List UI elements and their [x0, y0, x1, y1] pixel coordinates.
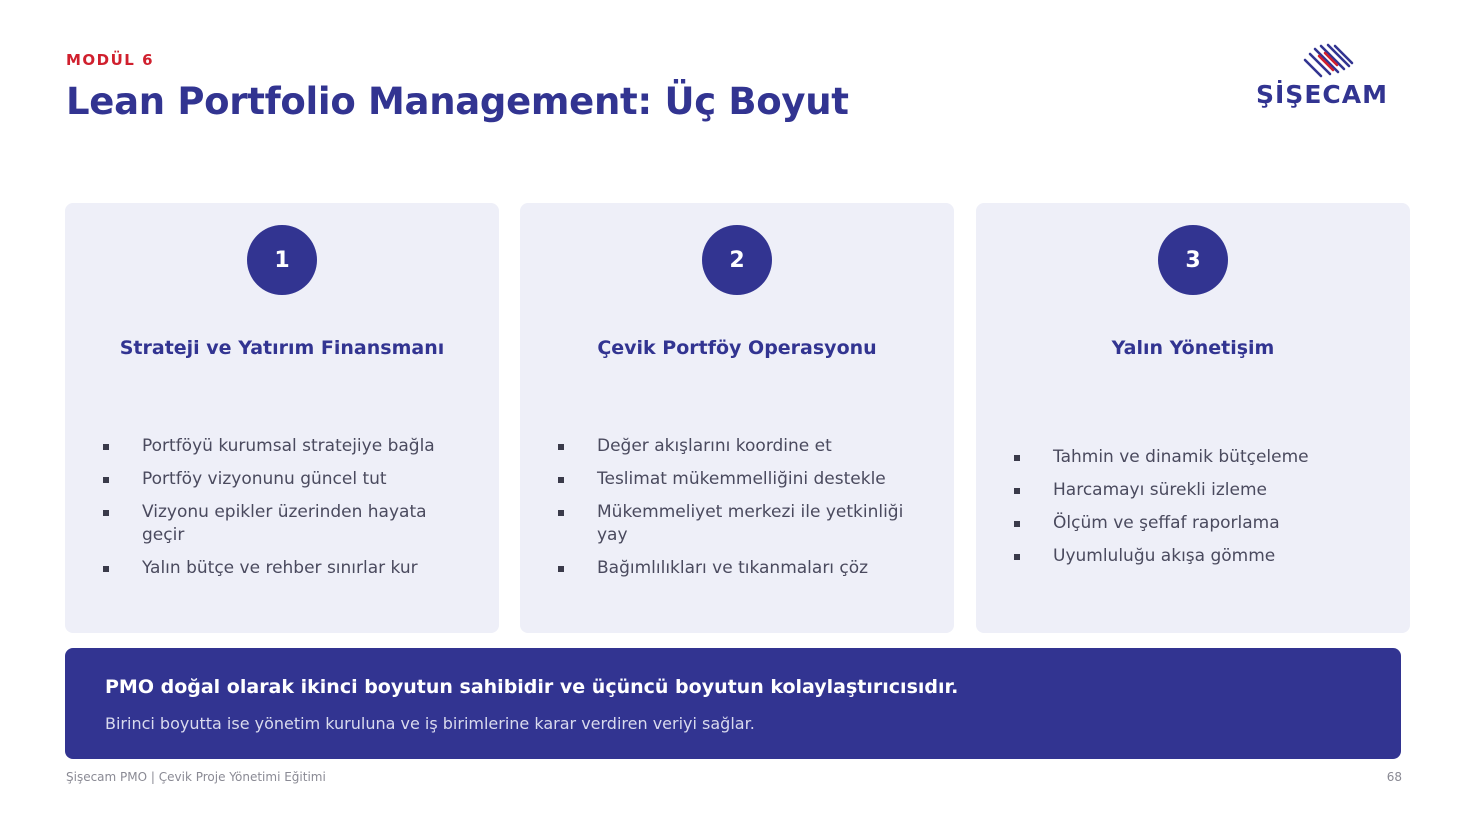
- card-number-badge: 3: [1158, 225, 1228, 295]
- bullet-text: Portföy vizyonunu güncel tut: [142, 469, 387, 489]
- dimension-card-1: [65, 203, 499, 633]
- bullet-square-icon: [558, 477, 564, 483]
- list-item: [558, 435, 926, 458]
- bullet-square-icon: [103, 477, 109, 483]
- card-bullet-list: [103, 435, 471, 590]
- sisecam-stripes-icon: [1255, 42, 1405, 82]
- key-message-banner: [65, 648, 1401, 759]
- bullet-square-icon: [558, 566, 564, 572]
- card-title: Strateji ve Yatırım Finansmanı: [119, 337, 445, 359]
- bullet-square-icon: [1014, 455, 1020, 461]
- list-item: [103, 468, 471, 491]
- module-label: MODÜL 6: [66, 51, 155, 69]
- dimension-card-3: [976, 203, 1410, 633]
- bullet-text: Portföyü kurumsal stratejiye bağla: [142, 436, 435, 456]
- bullet-square-icon: [558, 510, 564, 516]
- bullet-square-icon: [103, 444, 109, 450]
- card-title: Yalın Yönetişim: [1111, 337, 1275, 359]
- bullet-square-icon: [1014, 521, 1020, 527]
- logo-wordmark: ŞİŞECAM: [1256, 80, 1388, 109]
- list-item: [1014, 446, 1382, 469]
- bullet-text: Mükemmeliyet merkezi ile yetkinliği yay: [597, 502, 904, 545]
- list-item: [558, 501, 926, 547]
- list-item: [103, 501, 471, 547]
- bullet-square-icon: [103, 510, 109, 516]
- card-bullet-list: [558, 435, 926, 590]
- card-number-badge: 1: [247, 225, 317, 295]
- card-title: Çevik Portföy Operasyonu: [597, 337, 877, 359]
- page-title: Lean Portfolio Management: Üç Boyut: [66, 80, 849, 123]
- page-number: 68: [1386, 770, 1402, 784]
- list-item: [103, 557, 471, 580]
- card-number-badge: 2: [702, 225, 772, 295]
- bullet-text: Harcamayı sürekli izleme: [1053, 480, 1267, 500]
- banner-subtext: Birinci boyutta ise yönetim kuruluna ve iş birimlerine karar verdiren veriyi sağlar.: [105, 714, 755, 733]
- bullet-square-icon: [1014, 554, 1020, 560]
- list-item: [103, 435, 471, 458]
- list-item: [1014, 545, 1382, 568]
- bullet-text: Ölçüm ve şeffaf raporlama: [1053, 513, 1280, 533]
- bullet-text: Vizyonu epikler üzerinden hayata geçir: [142, 502, 427, 545]
- list-item: [558, 557, 926, 580]
- bullet-square-icon: [103, 566, 109, 572]
- footer-caption: Şişecam PMO | Çevik Proje Yönetimi Eğitimi: [66, 770, 326, 784]
- bullet-text: Yalın bütçe ve rehber sınırlar kur: [142, 558, 418, 578]
- bullet-text: Uyumluluğu akışa gömme: [1053, 546, 1276, 566]
- dimension-card-2: [520, 203, 954, 633]
- banner-headline: PMO doğal olarak ikinci boyutun sahibidir ve üçüncü boyutun kolaylaştırıcısıdır.: [105, 676, 959, 698]
- bullet-text: Teslimat mükemmelliğini destekle: [597, 469, 886, 489]
- list-item: [1014, 512, 1382, 535]
- card-bullet-list: [1014, 446, 1382, 578]
- list-item: [1014, 479, 1382, 502]
- sisecam-logo: [1255, 42, 1405, 114]
- bullet-text: Bağımlılıkları ve tıkanmaları çöz: [597, 558, 869, 578]
- list-item: [558, 468, 926, 491]
- bullet-square-icon: [1014, 488, 1020, 494]
- bullet-text: Değer akışlarını koordine et: [597, 436, 832, 456]
- bullet-square-icon: [558, 444, 564, 450]
- bullet-text: Tahmin ve dinamik bütçeleme: [1053, 447, 1309, 467]
